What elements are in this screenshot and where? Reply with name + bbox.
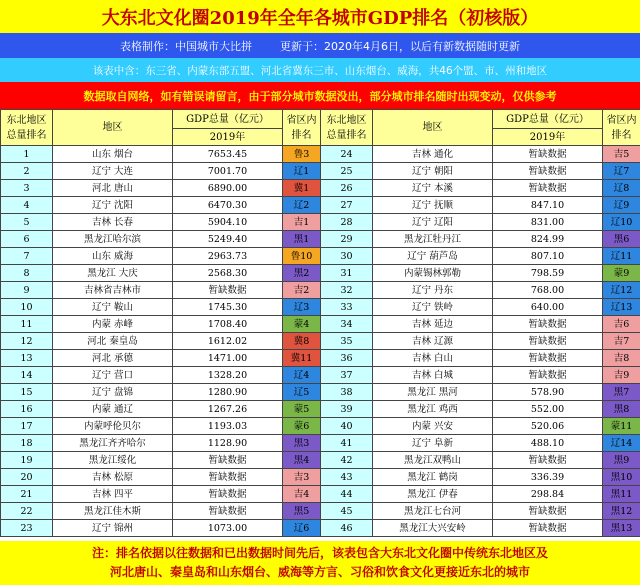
- gdp-cell: 1280.90: [173, 384, 283, 401]
- region-cell: 辽宁 朝阳: [373, 163, 493, 180]
- region-cell: 黑龙江佳木斯: [53, 503, 173, 520]
- gdp-cell: 1073.00: [173, 520, 283, 537]
- page-title: 大东北文化圈2019年全年各城市GDP排名（初核版）: [0, 0, 640, 33]
- region-cell: 辽宁 辽阳: [373, 214, 493, 231]
- province-rank-cell: 辽9: [603, 197, 640, 214]
- gdp-header: GDP总量（亿元）: [173, 110, 283, 129]
- region-cell: 内蒙 兴安: [373, 418, 493, 435]
- region-cell: 辽宁 阜新: [373, 435, 493, 452]
- region-cell: 河北 秦皇岛: [53, 333, 173, 350]
- rank-cell: 28: [321, 214, 373, 231]
- province-rank-cell: 辽11: [603, 248, 640, 265]
- table-row: [1, 452, 640, 469]
- province-rank-cell: 蒙6: [283, 418, 321, 435]
- rank-cell: 11: [1, 316, 53, 333]
- region-cell: 黑龙江牡丹江: [373, 231, 493, 248]
- rank-cell: 38: [321, 384, 373, 401]
- rank-cell: 41: [321, 435, 373, 452]
- gdp-cell: 6470.30: [173, 197, 283, 214]
- region-cell: 辽宁 大连: [53, 163, 173, 180]
- region-cell: 黑龙江 鹤岗: [373, 469, 493, 486]
- updated-text: 更新于：2020年4月6日，以后有新数据随时更新: [280, 39, 520, 53]
- year-header: 2019年: [493, 129, 603, 146]
- province-rank-cell: 黑1: [283, 231, 321, 248]
- rank-cell: 37: [321, 367, 373, 384]
- gdp-cell: 暂缺数据: [173, 503, 283, 520]
- region-cell: 辽宁 本溪: [373, 180, 493, 197]
- region-cell: 辽宁 锦州: [53, 520, 173, 537]
- table-row: [1, 418, 640, 435]
- gdp-cell: 798.59: [493, 265, 603, 282]
- gdp-cell: 824.99: [493, 231, 603, 248]
- province-rank-cell: 蒙4: [283, 316, 321, 333]
- gdp-cell: 552.00: [493, 401, 603, 418]
- province-rank-cell: 辽3: [283, 299, 321, 316]
- rank-cell: 5: [1, 214, 53, 231]
- rank-cell: 26: [321, 180, 373, 197]
- rank-cell: 32: [321, 282, 373, 299]
- rank-cell: 29: [321, 231, 373, 248]
- rank-cell: 45: [321, 503, 373, 520]
- table-row: [1, 520, 640, 537]
- region-cell: 辽宁 沈阳: [53, 197, 173, 214]
- region-header: 地区: [53, 110, 173, 146]
- gdp-cell: 520.06: [493, 418, 603, 435]
- gdp-cell: 7001.70: [173, 163, 283, 180]
- table-row: [1, 350, 640, 367]
- rank-cell: 43: [321, 469, 373, 486]
- gdp-cell: 暂缺数据: [173, 469, 283, 486]
- table-row: [1, 367, 640, 384]
- rank-cell: 7: [1, 248, 53, 265]
- rank-cell: 9: [1, 282, 53, 299]
- gdp-cell: 1708.40: [173, 316, 283, 333]
- province-rank-cell: 黑9: [603, 452, 640, 469]
- footer-line-1: 注：排名依据以往数据和已出数据时间先后，该表包含大东北文化圈中传统东北地区及: [91, 546, 548, 560]
- gdp-header: GDP总量（亿元）: [493, 110, 603, 129]
- gdp-cell: 暂缺数据: [493, 367, 603, 384]
- gdp-cell: 暂缺数据: [493, 520, 603, 537]
- gdp-cell: 2568.30: [173, 265, 283, 282]
- rank-cell: 24: [321, 146, 373, 163]
- gdp-cell: 768.00: [493, 282, 603, 299]
- gdp-cell: 807.10: [493, 248, 603, 265]
- gdp-cell: 暂缺数据: [173, 452, 283, 469]
- region-cell: 内蒙呼伦贝尔: [53, 418, 173, 435]
- gdp-cell: 1745.30: [173, 299, 283, 316]
- province-rank-header: 省区内 排名: [603, 110, 640, 146]
- province-rank-cell: 蒙9: [603, 265, 640, 282]
- province-rank-cell: 吉2: [283, 282, 321, 299]
- table-row: [1, 435, 640, 452]
- region-cell: 吉林 延边: [373, 316, 493, 333]
- province-rank-cell: 吉9: [603, 367, 640, 384]
- province-rank-cell: 黑11: [603, 486, 640, 503]
- rank-cell: 20: [1, 469, 53, 486]
- province-rank-cell: 鲁3: [283, 146, 321, 163]
- province-rank-cell: 吉3: [283, 469, 321, 486]
- rank-cell: 33: [321, 299, 373, 316]
- gdp-cell: 5249.40: [173, 231, 283, 248]
- rank-header: 东北地区 总量排名: [321, 110, 373, 146]
- gdp-cell: 1471.00: [173, 350, 283, 367]
- province-rank-cell: 辽2: [283, 197, 321, 214]
- gdp-cell: 1612.02: [173, 333, 283, 350]
- region-cell: 吉林省吉林市: [53, 282, 173, 299]
- rank-cell: 1: [1, 146, 53, 163]
- region-cell: 黑龙江齐齐哈尔: [53, 435, 173, 452]
- province-rank-cell: 蒙5: [283, 401, 321, 418]
- rank-header: 东北地区 总量排名: [1, 110, 53, 146]
- region-cell: 黑龙江 大庆: [53, 265, 173, 282]
- rank-cell: 22: [1, 503, 53, 520]
- province-rank-cell: 黑2: [283, 265, 321, 282]
- region-cell: 吉林 辽源: [373, 333, 493, 350]
- rank-cell: 14: [1, 367, 53, 384]
- gdp-cell: 1128.90: [173, 435, 283, 452]
- province-rank-cell: 冀1: [283, 180, 321, 197]
- gdp-cell: 488.10: [493, 435, 603, 452]
- region-cell: 内蒙 赤峰: [53, 316, 173, 333]
- gdp-cell: 1193.03: [173, 418, 283, 435]
- gdp-cell: 暂缺数据: [493, 452, 603, 469]
- gdp-cell: 6890.00: [173, 180, 283, 197]
- gdp-cell: 暂缺数据: [493, 146, 603, 163]
- table-row: [1, 316, 640, 333]
- rank-cell: 25: [321, 163, 373, 180]
- gdp-cell: 暂缺数据: [493, 180, 603, 197]
- rank-cell: 23: [1, 520, 53, 537]
- province-rank-cell: 辽4: [283, 367, 321, 384]
- rank-cell: 15: [1, 384, 53, 401]
- region-cell: 吉林 白城: [373, 367, 493, 384]
- region-cell: 辽宁 铁岭: [373, 299, 493, 316]
- province-rank-cell: 辽12: [603, 282, 640, 299]
- rank-cell: 12: [1, 333, 53, 350]
- province-rank-header: 省区内 排名: [283, 110, 321, 146]
- province-rank-cell: 辽10: [603, 214, 640, 231]
- gdp-cell: 578.90: [493, 384, 603, 401]
- rank-cell: 2: [1, 163, 53, 180]
- region-cell: 河北 唐山: [53, 180, 173, 197]
- rank-cell: 36: [321, 350, 373, 367]
- region-cell: 辽宁 鞍山: [53, 299, 173, 316]
- province-rank-cell: 辽5: [283, 384, 321, 401]
- region-cell: 内蒙锡林郭勒: [373, 265, 493, 282]
- table-header-row: [1, 110, 640, 129]
- rank-cell: 27: [321, 197, 373, 214]
- rank-cell: 4: [1, 197, 53, 214]
- province-rank-cell: 吉8: [603, 350, 640, 367]
- region-cell: 吉林 松原: [53, 469, 173, 486]
- rank-cell: 3: [1, 180, 53, 197]
- gdp-cell: 298.84: [493, 486, 603, 503]
- year-header: 2019年: [173, 129, 283, 146]
- province-rank-cell: 黑6: [603, 231, 640, 248]
- province-rank-cell: 冀8: [283, 333, 321, 350]
- rank-cell: 46: [321, 520, 373, 537]
- province-rank-cell: 辽8: [603, 180, 640, 197]
- province-rank-cell: 黑13: [603, 520, 640, 537]
- rank-cell: 21: [1, 486, 53, 503]
- gdp-cell: 暂缺数据: [493, 350, 603, 367]
- source-note-banner: 数据取自网络，如有错误请留言，由于部分城市数据没出，部分城市排名随时出现变动，仅供参考: [0, 82, 640, 109]
- region-cell: 辽宁 抚顺: [373, 197, 493, 214]
- table-row: [1, 333, 640, 350]
- table-row: [1, 248, 640, 265]
- province-rank-cell: 黑5: [283, 503, 321, 520]
- gdp-cell: 831.00: [493, 214, 603, 231]
- footer-line-2: 河北唐山、秦皇岛和山东烟台、威海等方言、习俗和饮食文化更接近东北的城市: [109, 565, 530, 579]
- gdp-cell: 640.00: [493, 299, 603, 316]
- province-rank-cell: 黑8: [603, 401, 640, 418]
- rank-cell: 39: [321, 401, 373, 418]
- region-cell: 内蒙 通辽: [53, 401, 173, 418]
- scope-banner: 该表中含：东三省、内蒙东部五盟、河北省冀东三市、山东烟台、威海，共46个盟、市、州和地区: [0, 58, 640, 82]
- rank-cell: 16: [1, 401, 53, 418]
- gdp-cell: 暂缺数据: [493, 316, 603, 333]
- table-row: [1, 401, 640, 418]
- province-rank-cell: 黑12: [603, 503, 640, 520]
- region-cell: 吉林 四平: [53, 486, 173, 503]
- province-rank-cell: 黑4: [283, 452, 321, 469]
- rank-cell: 10: [1, 299, 53, 316]
- gdp-cell: 暂缺数据: [173, 486, 283, 503]
- table-row: [1, 146, 640, 163]
- province-rank-cell: 蒙11: [603, 418, 640, 435]
- rank-cell: 18: [1, 435, 53, 452]
- province-rank-cell: 吉7: [603, 333, 640, 350]
- rank-cell: 34: [321, 316, 373, 333]
- rank-cell: 6: [1, 231, 53, 248]
- region-cell: 黑龙江绥化: [53, 452, 173, 469]
- gdp-cell: 1267.26: [173, 401, 283, 418]
- maker-banner: [0, 33, 640, 58]
- province-rank-cell: 辽13: [603, 299, 640, 316]
- province-rank-cell: 辽7: [603, 163, 640, 180]
- table-row: [1, 282, 640, 299]
- region-cell: 黑龙江 黑河: [373, 384, 493, 401]
- gdp-cell: 847.10: [493, 197, 603, 214]
- region-cell: 辽宁 葫芦岛: [373, 248, 493, 265]
- table-row: [1, 265, 640, 282]
- province-rank-cell: 黑7: [603, 384, 640, 401]
- province-rank-cell: 吉4: [283, 486, 321, 503]
- region-cell: 黑龙江 伊春: [373, 486, 493, 503]
- table-row: [1, 231, 640, 248]
- made-by-text: 表格制作：中国城市大比拼: [120, 39, 252, 53]
- region-cell: 黑龙江 鸡西: [373, 401, 493, 418]
- region-cell: 山东 烟台: [53, 146, 173, 163]
- rank-cell: 31: [321, 265, 373, 282]
- rank-cell: 13: [1, 350, 53, 367]
- rank-cell: 44: [321, 486, 373, 503]
- province-rank-cell: 吉5: [603, 146, 640, 163]
- table-row: [1, 197, 640, 214]
- province-rank-cell: 冀11: [283, 350, 321, 367]
- table-row: [1, 163, 640, 180]
- table-row: [1, 503, 640, 520]
- table-row: [1, 486, 640, 503]
- gdp-cell: 2963.73: [173, 248, 283, 265]
- region-cell: 辽宁 丹东: [373, 282, 493, 299]
- table-row: [1, 384, 640, 401]
- table-row: [1, 180, 640, 197]
- region-cell: 辽宁 营口: [53, 367, 173, 384]
- region-header: 地区: [373, 110, 493, 146]
- region-cell: 山东 威海: [53, 248, 173, 265]
- region-cell: 黑龙江双鸭山: [373, 452, 493, 469]
- province-rank-cell: 吉6: [603, 316, 640, 333]
- rank-cell: 42: [321, 452, 373, 469]
- rank-cell: 19: [1, 452, 53, 469]
- gdp-cell: 1328.20: [173, 367, 283, 384]
- gdp-cell: 暂缺数据: [493, 333, 603, 350]
- footer-note: [0, 541, 640, 585]
- region-cell: 河北 承德: [53, 350, 173, 367]
- region-cell: 吉林 通化: [373, 146, 493, 163]
- gdp-cell: 暂缺数据: [173, 282, 283, 299]
- gdp-cell: 暂缺数据: [493, 163, 603, 180]
- province-rank-cell: 黑3: [283, 435, 321, 452]
- gdp-cell: 暂缺数据: [493, 503, 603, 520]
- region-cell: 黑龙江哈尔滨: [53, 231, 173, 248]
- gdp-cell: 5904.10: [173, 214, 283, 231]
- rank-cell: 8: [1, 265, 53, 282]
- province-rank-cell: 黑10: [603, 469, 640, 486]
- rank-cell: 30: [321, 248, 373, 265]
- region-cell: 辽宁 盘锦: [53, 384, 173, 401]
- province-rank-cell: 鲁10: [283, 248, 321, 265]
- province-rank-cell: 辽1: [283, 163, 321, 180]
- province-rank-cell: 辽14: [603, 435, 640, 452]
- province-rank-cell: 吉1: [283, 214, 321, 231]
- rank-cell: 40: [321, 418, 373, 435]
- table-row: [1, 469, 640, 486]
- ranking-table: [0, 109, 640, 537]
- region-cell: 吉林 长春: [53, 214, 173, 231]
- rank-cell: 17: [1, 418, 53, 435]
- table-row: [1, 214, 640, 231]
- rank-cell: 35: [321, 333, 373, 350]
- gdp-cell: 336.39: [493, 469, 603, 486]
- gdp-cell: 7653.45: [173, 146, 283, 163]
- region-cell: 吉林 白山: [373, 350, 493, 367]
- region-cell: 黑龙江大兴安岭: [373, 520, 493, 537]
- table-row: [1, 299, 640, 316]
- province-rank-cell: 辽6: [283, 520, 321, 537]
- region-cell: 黑龙江七台河: [373, 503, 493, 520]
